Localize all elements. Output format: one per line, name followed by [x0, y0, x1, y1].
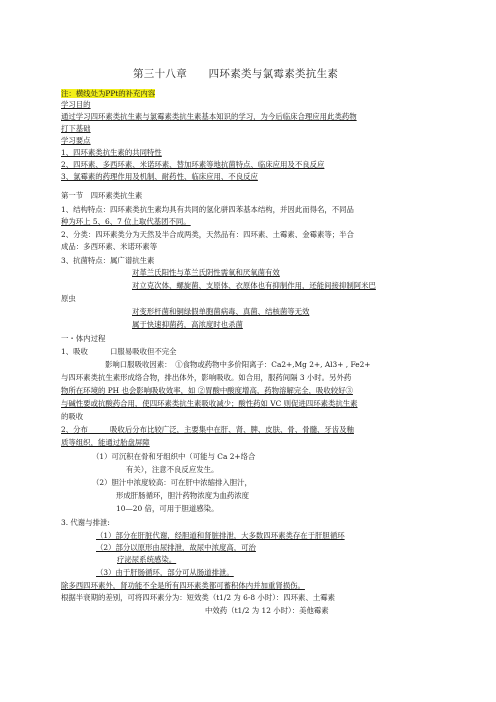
- body-line: 1、结构特点：四环素类抗生素均具有共同的氢化骈四苯基本结构，并因此而得名，不同品: [61, 205, 354, 214]
- section-title: 第一节 四环素类抗生素: [61, 191, 143, 200]
- body-line: 通过学习四环素类抗生素与氯霉素类抗生素基本知识的学习，为今后临床合理应用此类药物: [61, 112, 357, 121]
- body-line: 3. 代谢与排泄:: [61, 518, 110, 527]
- body-line: 1、吸收 口服易吸收但不完全: [61, 347, 177, 356]
- indented-line: （1）可沉积在骨和牙组织中（可能与 Ca 2+络合: [92, 452, 256, 461]
- indented-line: 10—20 倍，可用于胆道感染。: [116, 504, 219, 513]
- chapter-title: 第三十八章 四环素类与氯霉素类抗生素: [133, 68, 339, 80]
- body-line: 影响口服吸收因素： ①食物或药物中多价阳离子：Ca2+,Mg 2+, Al3+ , Fe2+: [105, 360, 371, 369]
- indented-line: （1）部分在肝脏代谢，经胆道和肾脏排泄，大多数四环素类存在于肝胆循环: [96, 531, 345, 540]
- highlighted-note: 注：横线处为PPt的补充内容: [61, 89, 156, 98]
- body-line: 与碱性要或抗酸药合用，使四环素类抗生素吸收减少；酸性药如 VC 则促进四环素类抗生素: [61, 399, 358, 408]
- note-line: [61, 89, 155, 99]
- indented-line: 属于快速抑菌药，高浓度时也杀菌: [132, 320, 243, 329]
- body-line: 与四环素类抗生素形成络合物，排出体外，影响吸收。如合用，服药间隔 3 小时。另外药: [61, 373, 352, 382]
- list-item: 2、四环素、多西环素、米诺环素、替加环素等地抗菌特点、临床应用及不良反应: [61, 160, 325, 169]
- indented-line: （2）部分以原形由尿排泄，故尿中浓度高，可治: [96, 543, 256, 552]
- body-line: 成品：多西环素、米诺环素等: [61, 242, 158, 251]
- body-line: 2、分布 吸收后分布比较广泛，主要集中在肝、肾、脾、皮肤、骨、骨髓、牙齿及釉: [61, 425, 354, 434]
- body-line: 根据半衰期的差别，可将四环素分为：短效类（t1/2 为 6-8 小时）：四环素、土霉素: [61, 593, 336, 602]
- indented-line: （3）由于肝肠循环，部分可从肠道排泄。: [96, 568, 234, 577]
- body-line: 除多西四环素外，肾功能不全是所有四环素类都可蓄积体内并加重肾损伤。: [61, 581, 305, 590]
- body-line: 种为环上 5、6、7 位上取代基团不同。: [61, 217, 191, 226]
- list-item: 3、氯霉素的药理作用及机制、耐药性、临床应用、不良反应: [61, 172, 258, 181]
- body-line: 的吸收: [61, 412, 84, 421]
- indented-line: 有关），注意不良反应发生。: [126, 465, 219, 474]
- indented-line: 中效药（t1/2 为 12 小时）：美他霉素: [205, 606, 329, 615]
- body-line: 物所在环境的 PH 也会影响吸收效率，如 ②胃酸中酸度增高，药物溶解完全，吸收较好③: [61, 386, 353, 395]
- subsection-heading: 一・体内过程: [61, 334, 106, 343]
- body-line: 原虫: [61, 294, 76, 303]
- indented-line: 对变形杆菌和铜绿假单胞菌病毒、真菌、结核菌等无效: [132, 307, 310, 316]
- indented-line: 形成肝肠循环，胆汁药物浓度为血药浓度: [116, 491, 250, 500]
- body-line: 2、分类：四环素类分为天然及半合成两类，天然品有：四环素、土霉素、金霉素等；半合: [61, 230, 354, 239]
- body-line: 质等组织，能通过胎盘屏障: [61, 438, 150, 447]
- body-line: 3、抗菌特点：属广谱抗生素: [61, 256, 155, 265]
- indented-line: 对立克次体、螺旋菌、支原体、衣原体也有抑制作用，还能间接抑制阿米巴: [132, 281, 376, 290]
- section-heading-points: 学习要点: [61, 136, 91, 145]
- body-line: 打下基础: [61, 124, 91, 133]
- section-heading-purpose: 学习目的: [61, 100, 91, 109]
- list-item: 1、四环素类抗生素的共同特性: [61, 148, 162, 157]
- indented-line: 对革兰氏阳性与革兰氏阴性需氧和厌氧菌有效: [132, 268, 280, 277]
- indented-line: （2）胆汁中浓度较高：可在肝中浓缩排入胆汁，: [92, 478, 252, 487]
- indented-line: 疗泌尿系统感染。: [117, 555, 177, 564]
